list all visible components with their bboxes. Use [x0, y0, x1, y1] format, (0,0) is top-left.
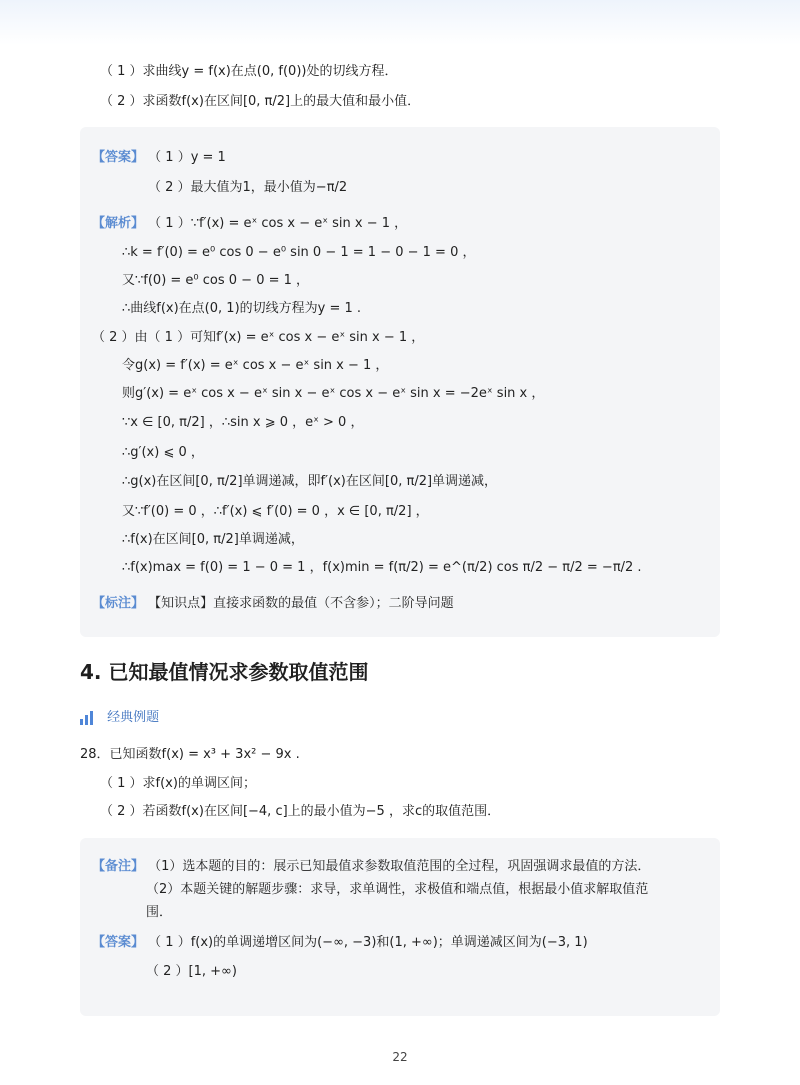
analysis-line-7: 则g′(x) = eˣ cos x − eˣ sin x − eˣ cos x − eˣ sin x = −2eˣ sin x ，	[122, 386, 545, 401]
remark-tag: 【备注】	[92, 859, 145, 874]
analysis-line-4: ∴曲线f(x)在点(0, 1)的切线方程为y = 1 .	[122, 301, 362, 316]
answer-line-2: （ 2 ）最大值为1，最小值为−π/2	[148, 180, 348, 195]
note-row	[92, 594, 454, 614]
remark-line-2: （2）本题关键的解题步骤：求导，求单调性，求极值和端点值，根据最小值求解取值范	[146, 882, 649, 897]
subsection-label: 经典例题	[107, 710, 160, 725]
answer2-tag: 【答案】	[92, 935, 145, 950]
answer-tag: 【答案】	[92, 150, 145, 165]
analysis-line-1: （ 1 ）∵f′(x) = eˣ cos x − eˣ sin x − 1 ，	[148, 216, 408, 231]
answer2-line-1: （ 1 ）f(x)的单调递增区间为(−∞, −3)和(1, +∞)；单调递减区间为(−3, 1)	[148, 935, 588, 950]
analysis-line-8: ∵x ∈ [0, π/2] ，∴sin x ⩾ 0 ，eˣ > 0 ，	[122, 415, 364, 430]
analysis-line-6: 令g(x) = f′(x) = eˣ cos x − eˣ sin x − 1 ，	[122, 358, 389, 373]
remark-line-3: 围．	[146, 905, 173, 920]
problem-part-1: （ 1 ）求f(x)的单调区间；	[100, 776, 256, 791]
answer2-line-2: （ 2 ）[1, +∞)	[146, 964, 237, 979]
analysis-line-10: ∴g(x)在区间[0, π/2]单调递减，即f′(x)在区间[0, π/2]单调递减，	[122, 474, 498, 489]
analysis-line-9: ∴g′(x) ⩽ 0 ，	[122, 445, 204, 460]
problem-part-2: （ 2 ）若函数f(x)在区间[−4, c]上的最小值为−5 ，求c的取值范围．	[100, 804, 501, 819]
analysis-row-1	[92, 214, 407, 234]
note-tag: 【标注】	[92, 596, 145, 611]
analysis-line-11: 又∵f′(0) = 0 ，∴f′(x) ⩽ f′(0) = 0 ，x ∈ [0, π/2] ，	[122, 504, 429, 519]
section-title: 4. 已知最值情况求参数取值范围	[80, 660, 369, 684]
subsection-heading	[80, 706, 159, 725]
answer-row-1	[92, 148, 226, 168]
remark-line-1: （1）选本题的目的：展示已知最值求参数取值范围的全过程，巩固强调求最值的方法．	[148, 859, 651, 874]
analysis-line-12: ∴f(x)在区间[0, π/2]单调递减，	[122, 532, 304, 547]
problem-stem: 28．已知函数f(x) = x³ + 3x² − 9x .	[80, 747, 300, 762]
analysis-line-3: 又∵f(0) = e⁰ cos 0 − 0 = 1 ，	[122, 273, 310, 288]
analysis-line-5: （ 2 ）由（ 1 ）可知f′(x) = eˣ cos x − eˣ sin x − 1 ，	[92, 330, 425, 345]
analysis-line-13: ∴f(x)max = f(0) = 1 − 0 = 1 ，f(x)min = f(π/2) = e^(π/2) cos π/2 − π/2 = −π/2 .	[122, 560, 642, 575]
remark-row-1	[92, 857, 650, 877]
question-part-1: （ 1 ）求曲线y = f(x)在点(0, f(0))处的切线方程．	[100, 64, 398, 79]
answer2-row-1	[92, 933, 588, 953]
page-number: 22	[392, 1050, 408, 1064]
bar-chart-icon	[80, 710, 95, 725]
question-part-2: （ 2 ）求函数f(x)在区间[0, π/2]上的最大值和最小值．	[100, 94, 421, 109]
analysis-line-2: ∴k = f′(0) = e⁰ cos 0 − e⁰ sin 0 − 1 = 1 − 0 − 1 = 0 ，	[122, 245, 476, 260]
answer-line-1: （ 1 ）y = 1	[148, 150, 226, 165]
analysis-tag: 【解析】	[92, 216, 145, 231]
note-text: 【知识点】直接求函数的最值（不含参）；二阶导问题	[148, 596, 454, 611]
